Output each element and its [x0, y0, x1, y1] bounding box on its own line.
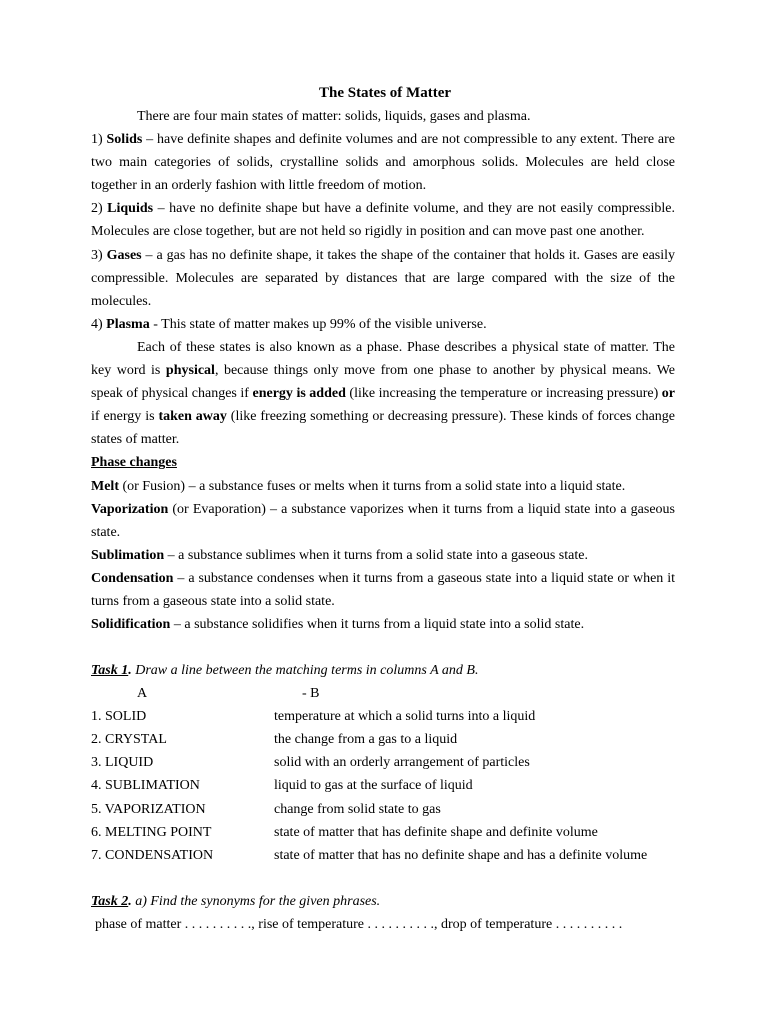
phase-keyword: or	[661, 386, 675, 402]
phase-change-melt	[91, 475, 675, 498]
state-description: This state of matter makes up 99% of the visible universe.	[161, 316, 487, 332]
phase-change-description: – a substance condenses when it turns from a gaseous state into a liquid state or when it turns from a gaseous state into a solid state.	[91, 570, 675, 609]
phase-change-description: (or Evaporation) – a substance vaporizes when it turns from a liquid state into a gaseous state.	[91, 501, 675, 540]
phase-keyword: physical	[165, 363, 215, 379]
state-term: Solids	[106, 132, 143, 148]
term-b: change from solid state to gas	[274, 801, 441, 817]
state-separator: –	[141, 247, 157, 263]
phase-change-term: Solidification	[91, 617, 171, 633]
state-term: Liquids	[107, 201, 154, 217]
phase-change-term: Melt	[91, 478, 119, 494]
term-b: liquid to gas at the surface of liquid	[274, 778, 473, 794]
phase-changes-list	[91, 475, 675, 637]
matching-column-headers	[91, 682, 675, 705]
phase-paragraph	[91, 336, 675, 451]
term-b: state of matter that has no definite shape and has a definite volume	[274, 847, 648, 863]
phase-change-term: Condensation	[91, 570, 174, 586]
matching-row	[91, 798, 675, 821]
state-separator: -	[149, 316, 162, 332]
state-item-liquids	[91, 197, 675, 243]
task2-heading	[91, 890, 675, 913]
phase-change-vaporization	[91, 498, 675, 544]
term-b: state of matter that has definite shape and definite volume	[274, 824, 598, 840]
term-a: 7. CONDENSATION	[91, 847, 214, 863]
intro-paragraph: There are four main states of matter: solids, liquids, gases and plasma.	[137, 109, 531, 124]
phase-change-condensation	[91, 567, 675, 613]
task2-blanks: phase of matter . . . . . . . . . ., rise of temperature . . . . . . . . . ., drop of temperature . . . . . . . . . .	[95, 916, 623, 932]
task2-label: Task 2	[91, 893, 129, 909]
task1-instruction: Draw a line between the matching terms in columns A and B.	[131, 663, 479, 679]
term-b: solid with an orderly arrangement of particles	[274, 755, 530, 771]
matching-row	[91, 774, 675, 797]
state-item-solids	[91, 128, 675, 197]
state-item-gases	[91, 244, 675, 313]
document-title: The States of Matter	[318, 85, 452, 101]
column-a-header: A	[137, 686, 148, 702]
matching-row	[91, 728, 675, 751]
phase-text: Each of these states is also known as a phase. Phase describes a physical state of matter. The key word is	[91, 339, 675, 379]
term-a: 3. LIQUID	[91, 755, 154, 771]
phase-text: if energy is	[91, 409, 159, 425]
phase-keyword: taken away	[158, 409, 227, 425]
matching-table	[91, 705, 675, 867]
phase-text: (like increasing the temperature or increasing pressure)	[345, 386, 662, 402]
phase-change-description: (or Fusion) – a substance fuses or melts when it turns from a solid state into a liquid state.	[118, 478, 626, 494]
term-a: 4. SUBLIMATION	[91, 778, 200, 794]
term-b: temperature at which a solid turns into a liquid	[274, 709, 536, 725]
term-a: 6. MELTING POINT	[91, 824, 212, 840]
phase-text: , because things only move from one phase to another by physical means. We speak of physical changes if	[91, 363, 676, 402]
column-b-header: - B	[302, 686, 320, 702]
state-description: have no definite shape but have a definite volume, and they are not easily compressible. Molecules are close together, but are not held so rigidly in position and can move past one another.	[91, 201, 675, 240]
state-description: a gas has no definite shape, it takes the shape of the container that holds it. Gases are easily compressible. Molecules are separated by distances that are large compared with the size of the molecules.	[91, 247, 676, 309]
matching-row	[91, 751, 675, 774]
state-number: 4)	[91, 316, 103, 332]
state-description: have definite shapes and definite volumes and are not compressible to any extent. There are two main categories of solids, crystalline solids and amorphous solids. Molecules are held close together in an orderly fashion with little freedom of motion.	[91, 132, 676, 194]
spacer	[91, 867, 675, 890]
spacer	[91, 636, 675, 659]
states-list	[91, 128, 675, 336]
phase-change-term: Vaporization	[91, 501, 169, 517]
task2-label-dot: .	[128, 893, 132, 909]
term-a: 1. SOLID	[91, 709, 147, 725]
matching-row	[91, 821, 675, 844]
phase-text: (like freezing something or decreasing pressure). These kinds of forces change states of matter.	[91, 409, 676, 448]
matching-row	[91, 705, 675, 728]
phase-keyword: energy is added	[252, 386, 346, 402]
term-b: the change from a gas to a liquid	[274, 732, 458, 748]
task1-label-dot: .	[128, 663, 132, 679]
state-separator: –	[142, 132, 158, 148]
phase-change-description: – a substance solidifies when it turns from a liquid state into a solid state.	[170, 617, 585, 633]
phase-change-sublimation	[91, 544, 675, 567]
term-a: 5. VAPORIZATION	[91, 801, 206, 817]
document-body	[91, 82, 675, 936]
phase-change-description: – a substance sublimes when it turns from a solid state into a gaseous state.	[164, 547, 588, 563]
state-number: 3)	[91, 247, 103, 263]
task1-heading	[91, 659, 675, 682]
state-number: 1)	[91, 132, 103, 148]
state-term: Plasma	[106, 316, 150, 332]
state-number: 2)	[91, 201, 103, 217]
state-term: Gases	[106, 247, 142, 263]
task1-label: Task 1	[91, 663, 129, 679]
phase-change-term: Sublimation	[91, 547, 165, 563]
state-item-plasma	[91, 313, 675, 336]
state-separator: –	[153, 201, 170, 217]
term-a: 2. CRYSTAL	[91, 732, 167, 748]
task2-instruction: a) Find the synonyms for the given phrases.	[131, 893, 381, 909]
phase-change-solidification	[91, 613, 675, 636]
phase-changes-heading: Phase changes	[91, 455, 177, 471]
matching-row	[91, 844, 675, 867]
